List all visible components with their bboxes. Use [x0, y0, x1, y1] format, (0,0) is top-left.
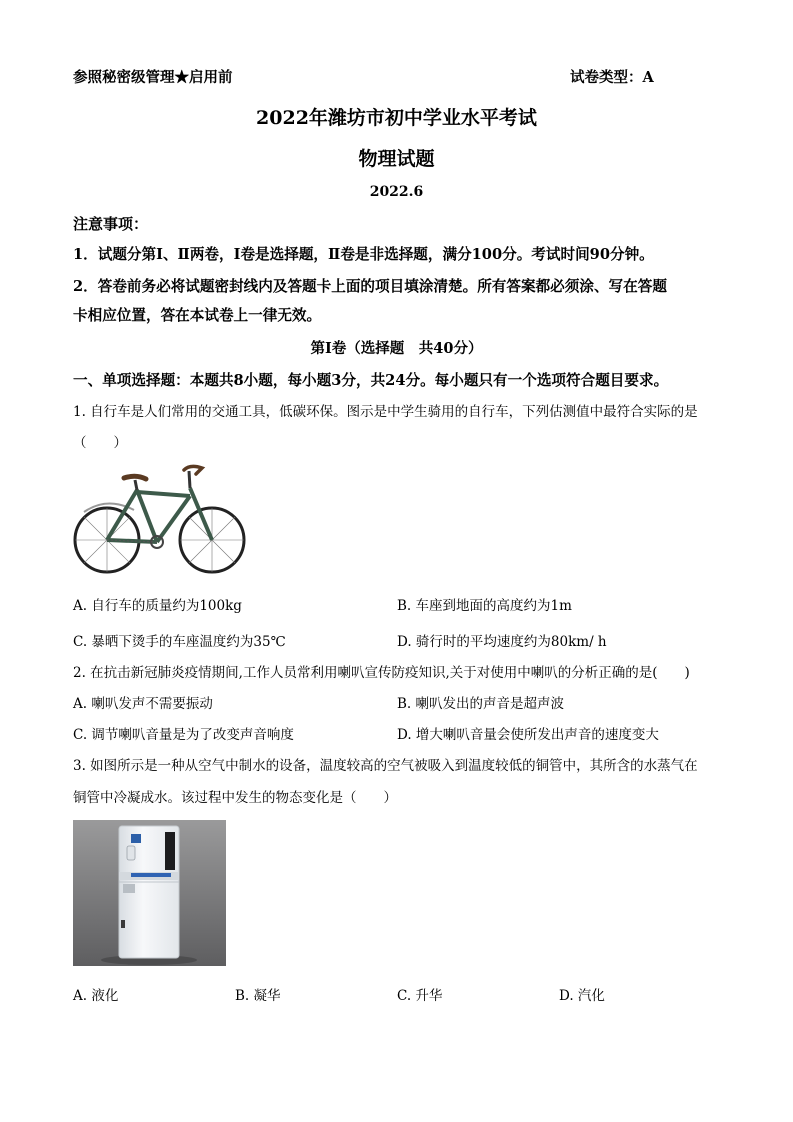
water-machine-icon [73, 820, 226, 966]
q2-option-c: C. 调节喇叭音量是为了改变声音响度 [73, 727, 294, 743]
q3-stem-line2: 铜管中冷凝成水。该过程中发生的物态变化是（ ） [73, 790, 397, 806]
q3-option-b: B. 凝华 [235, 988, 281, 1004]
header-right: 试卷类型：A [570, 69, 654, 86]
q2-option-b: B. 喇叭发出的声音是超声波 [397, 696, 565, 712]
q1-option-c: C. 暴晒下烫手的车座温度约为35℃ [73, 634, 286, 650]
water-machine-figure [73, 820, 226, 966]
q2-option-a: A. 喇叭发声不需要振动 [73, 696, 213, 712]
header-left: 参照秘密级管理★启用前 [73, 69, 233, 86]
q2-stem-line1: 2. 在抗击新冠肺炎疫情期间,工作人员常利用喇叭宣传防疫知识,关于对使用中喇叭的分析正确的是( ) [73, 665, 690, 681]
q2-option-d: D. 增大喇叭音量会使所发出声音的速度变大 [397, 727, 659, 743]
q1-option-b: B. 车座到地面的高度约为1m [397, 598, 572, 614]
bicycle-figure [72, 460, 247, 575]
note-item-1: 1．试题分第Ⅰ、Ⅱ两卷，Ⅰ卷是选择题，Ⅱ卷是非选择题，满分100分。考试时间90分钟。 [73, 246, 654, 263]
exam-title: 2022年潍坊市初中学业水平考试 [256, 107, 537, 129]
exam-date: 2022.6 [369, 184, 424, 200]
q3-option-c: C. 升华 [397, 988, 443, 1004]
q1-option-d: D. 骑行时的平均速度约为80km/ h [397, 634, 607, 650]
note-item-2-line1: 2．答卷前务必将试题密封线内及答题卡上面的项目填涂清楚。所有答案都必须涂、写在答题 [73, 278, 667, 295]
part-one-heading: 一、单项选择题：本题共8小题，每小题3分，共24分。每小题只有一个选项符合题目要求。 [73, 372, 669, 389]
q3-option-a: A. 液化 [73, 988, 119, 1004]
bicycle-icon [72, 460, 247, 575]
q1-option-a: A. 自行车的质量约为100kg [73, 598, 242, 614]
subject-title: 物理试题 [358, 148, 435, 170]
q3-option-d: D. 汽化 [559, 988, 605, 1004]
section-heading: 第Ⅰ卷（选择题 共40分） [310, 340, 483, 357]
q3-stem-line1: 3. 如图所示是一种从空气中制水的设备，温度较高的空气被吸入到温度较低的铜管中，其所含的水蒸气在 [73, 758, 698, 774]
q1-stem-line2: （ ） [73, 435, 127, 451]
q1-stem-line1: 1. 自行车是人们常用的交通工具，低碳环保。图示是中学生骑用的自行车，下列估测值中最符合实际的是 [73, 404, 698, 420]
notes-heading: 注意事项： [73, 215, 149, 233]
note-item-2-line2: 卡相应位置，答在本试卷上一律无效。 [73, 307, 322, 324]
